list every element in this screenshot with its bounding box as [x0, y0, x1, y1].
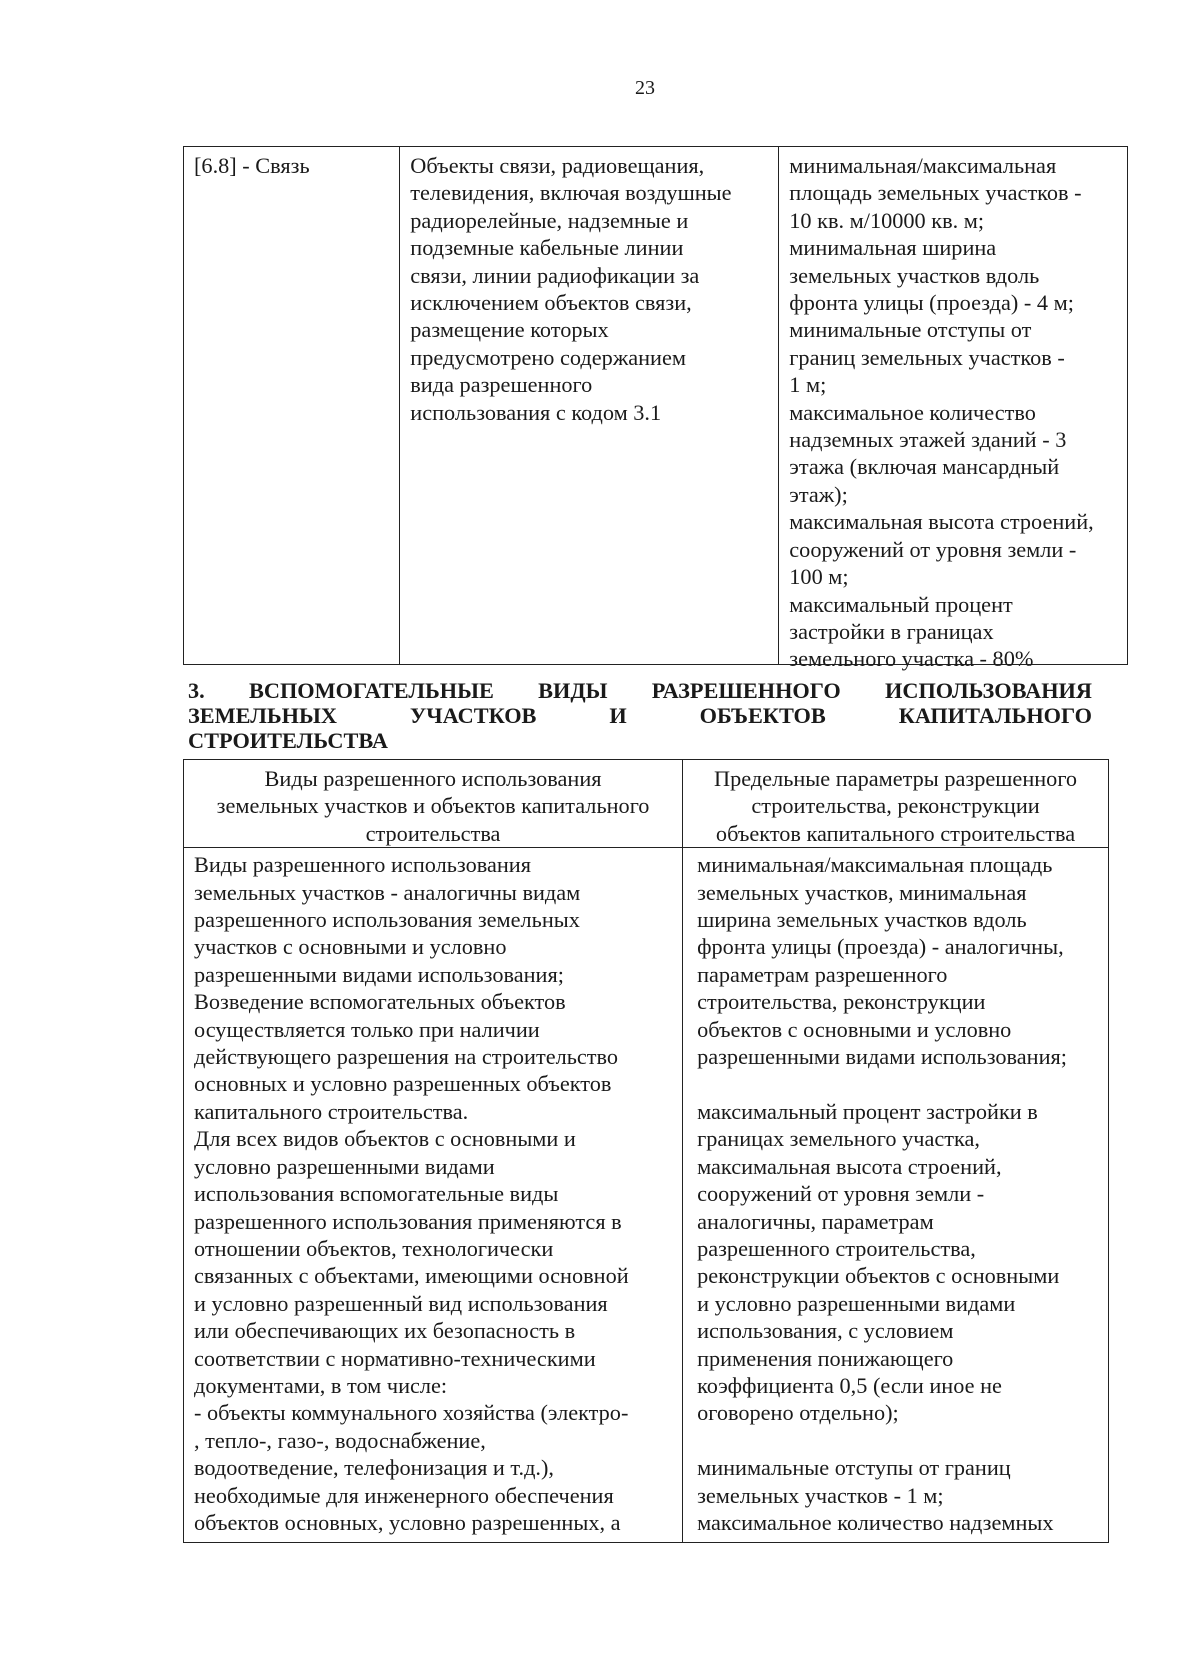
use-parameters: минимальная/максимальная площадь земельных участков - 10 кв. м/10000 кв. м; минимальная ширина земельных участков вдоль фронта улицы (проезда) - 4 м; минимальные отступы от границ земельных участков - 1 м; максимальное количество надземных этажей зданий - 3 этажа (включая мансардный этаж); максимальная высота строений, сооружений от уровня земли - 100 м; максимальный процент застройки в границах земельного участка - 80%: [789, 153, 1094, 672]
table-row: [184, 147, 1128, 665]
use-parameters-cell: [779, 147, 1128, 672]
page-number: 23: [635, 77, 655, 99]
header-cell-parameters: [683, 760, 1109, 848]
section-heading-line: ЗЕМЕЛЬНЫХ УЧАСТКОВ И ОБЪЕКТОВ КАПИТАЛЬНОГО: [188, 703, 1092, 728]
body-cell-parameters: [683, 848, 1109, 1543]
table-header-row: [184, 760, 1109, 848]
table-row: [184, 848, 1109, 1543]
column-header: Виды разрешенного использования земельных участков и объектов капитального строительства: [216, 766, 650, 846]
permitted-use-table: [183, 146, 1128, 672]
column-header: Предельные параметры разрешенного строительства, реконструкции объектов капитального строительства: [713, 766, 1078, 846]
auxiliary-parameters-text: минимальная/максимальная площадь земельных участков, минимальная ширина земельных участков вдоль фронта улицы (проезда) - аналогичны, параметрам разрешенного строительства, реконструкции объектов с основными и условно разрешенными видами использования; максимальный процент застройки в границах земельного участка, максимальная высота строений, сооружений от уровня земли - аналогичны, параметрам разрешенного строительства, реконструкции объектов с основными и условно разрешенными видами использования, с условием применения понижающего коэффициента 0,5 (если иное не оговорено отдельно); минимальные отступы от границ земельных участков - 1 м; максимальное количество надземных: [697, 852, 1068, 1535]
section-heading-line: СТРОИТЕЛЬСТВА: [188, 728, 388, 753]
header-cell-uses: [184, 760, 683, 848]
section-heading: [188, 678, 1092, 753]
use-code: [6.8] - Связь: [194, 153, 310, 178]
auxiliary-uses-text: Виды разрешенного использования земельных участков - аналогичны видам разрешенного использования земельных участков с основными и условно разрешенными видами использования; Возведение вспомогательных объектов осуществляется только при наличии действующего разрешения на строительство основных и условно разрешенных объектов капитального строительства. Для всех видов объектов с основными и условно разрешенными видами использования вспомогательные виды разрешенного использования применяются в отношении объектов, технологически связанных с объектами, имеющими основной и условно разрешенный вид использования или обеспечивающих их безопасность в соответствии с нормативно-техническими документами, в том числе: - объекты коммунального хозяйства (электро- , тепло-, газо-, водоснабжение, водоотведение, телефонизация и т.д.), необходимые для инженерного обеспечения объектов основных, условно разрешенных, а: [194, 852, 629, 1535]
use-description: Объекты связи, радиовещания, телевидения, включая воздушные радиорелейные, надземные и подземные кабельные линии связи, линии радиофикации за исключением объектов связи, размещение которых предусмотрено содержанием вида разрешенного использования с кодом 3.1: [410, 153, 732, 425]
use-code-cell: [184, 147, 400, 665]
body-cell-uses: [184, 848, 683, 1543]
section-heading-line: 3. ВСПОМОГАТЕЛЬНЫЕ ВИДЫ РАЗРЕШЕННОГО ИСПОЛЬЗОВАНИЯ: [188, 678, 1092, 703]
auxiliary-use-table: [183, 759, 1109, 1543]
use-description-cell: [400, 147, 779, 665]
